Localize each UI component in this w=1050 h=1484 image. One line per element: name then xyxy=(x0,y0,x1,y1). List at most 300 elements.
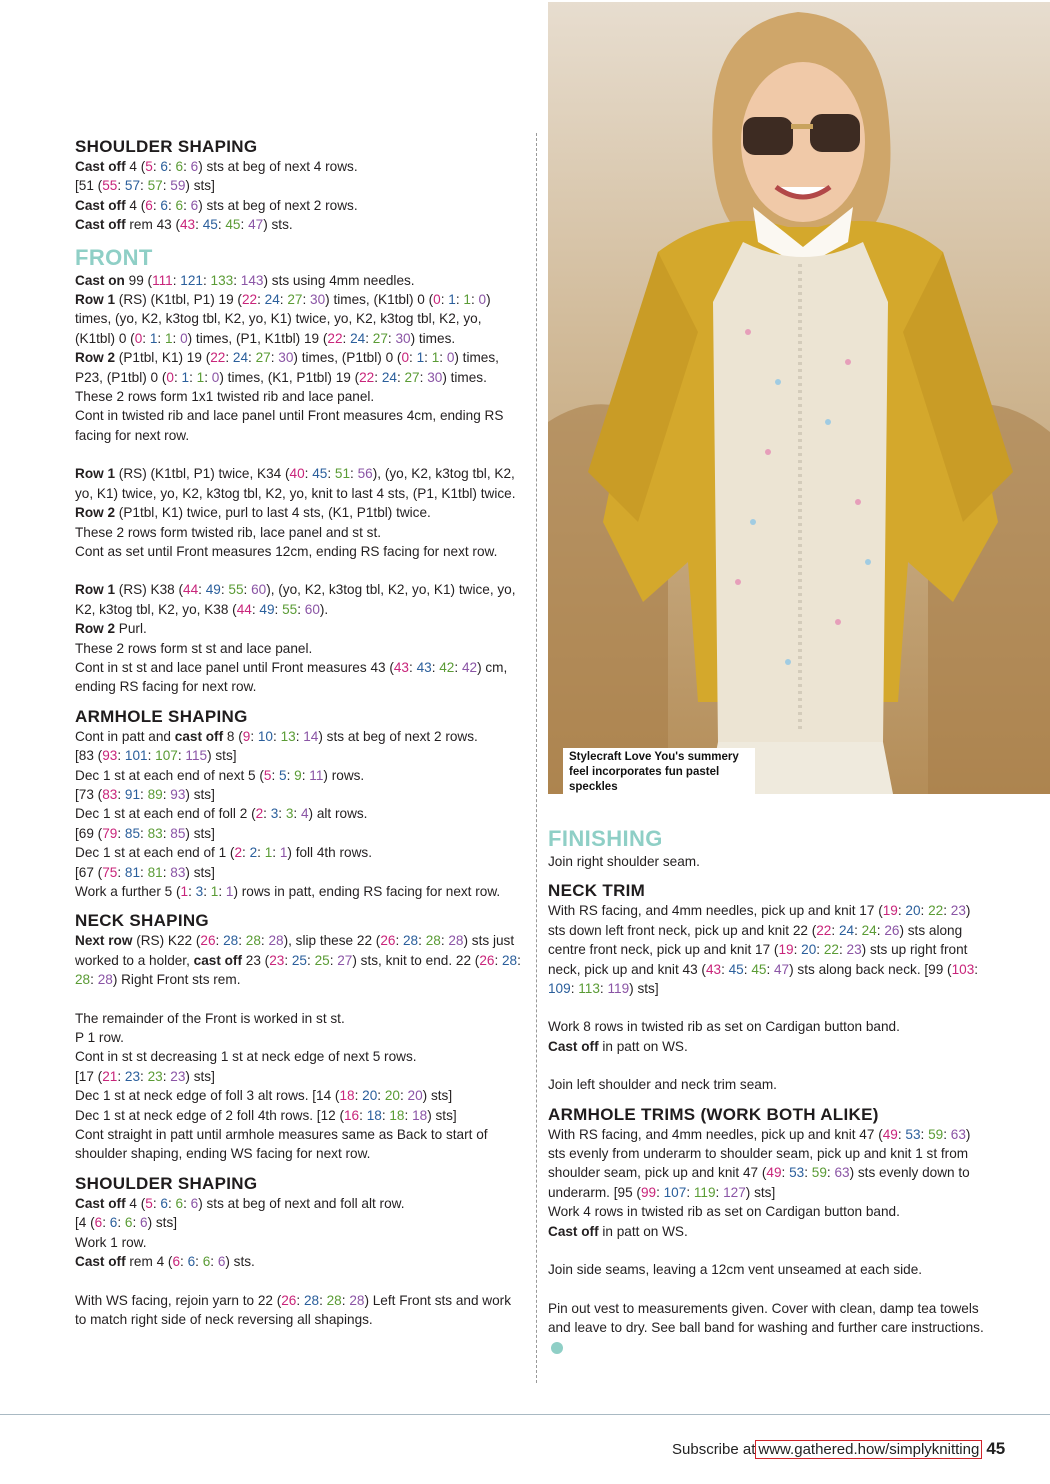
instruction-line xyxy=(75,176,525,195)
text-run: [51 ( xyxy=(75,178,103,194)
text-run: : xyxy=(715,1184,724,1200)
text-run: ) sts at beg of next 4 rows. xyxy=(198,159,358,174)
size-value: 1 xyxy=(149,330,158,346)
size-value: 109 xyxy=(548,981,571,997)
text-run: : xyxy=(218,884,226,899)
text-run: : xyxy=(140,864,148,880)
size-value: 22 xyxy=(823,942,839,958)
text-run: (RS) (K1tbl, P1) 19 ( xyxy=(115,292,242,308)
instruction-line xyxy=(75,746,525,765)
size-value: 27 xyxy=(372,330,388,346)
instruction-line xyxy=(75,196,525,215)
heading-shoulder-shaping: SHOULDER SHAPING xyxy=(75,137,258,156)
text-run: : xyxy=(418,933,426,949)
size-value: 6 xyxy=(94,1215,103,1231)
text-run: : xyxy=(656,1184,664,1200)
size-value: 28 xyxy=(448,933,464,949)
text-run: : xyxy=(826,1165,835,1181)
text-run: : xyxy=(172,330,181,346)
text-run: : xyxy=(257,845,265,861)
size-value: 53 xyxy=(789,1165,805,1181)
bold-term: Cast off xyxy=(75,159,126,174)
size-value: 23 xyxy=(950,903,966,919)
size-value: 26 xyxy=(479,952,495,968)
size-value: 1 xyxy=(264,845,273,861)
size-value: 28 xyxy=(326,1292,342,1308)
size-value: 16 xyxy=(344,1107,360,1123)
text-run: ) sts at beg of next and foll alt row. xyxy=(198,1195,405,1211)
text-run: : xyxy=(517,952,521,968)
bold-term: Cast off xyxy=(75,197,126,213)
text-run: : xyxy=(204,369,212,385)
size-value: 22 xyxy=(359,369,375,385)
bold-term: Cast off xyxy=(548,1038,599,1054)
instruction-line xyxy=(75,931,525,989)
text-run: : xyxy=(167,159,176,174)
bold-term: Cast off xyxy=(75,1254,126,1270)
size-value: 79 xyxy=(102,825,118,841)
size-value: 27 xyxy=(287,292,303,308)
size-value: 81 xyxy=(124,864,141,880)
text-run: ) sts up right front neck, pick up and knit 43 ( xyxy=(548,942,968,977)
text-run: ) Right Front sts rem. xyxy=(112,972,241,988)
size-value: 107 xyxy=(663,1184,687,1200)
spacer xyxy=(75,990,525,1009)
page-number: 45 xyxy=(986,1439,1006,1458)
text-run: : xyxy=(387,330,396,346)
text-run: : xyxy=(327,466,335,482)
text-run: : xyxy=(210,1254,218,1270)
size-value: 127 xyxy=(723,1184,746,1200)
size-value: 56 xyxy=(357,466,373,482)
size-value: 30 xyxy=(395,330,411,346)
bold-term: Row 2 xyxy=(75,621,116,637)
text-run: : xyxy=(359,1107,367,1123)
text-run: 8 ( xyxy=(223,728,243,744)
size-value: 13 xyxy=(280,728,296,744)
text-run: : xyxy=(117,748,125,764)
size-value: 1 xyxy=(279,845,288,861)
size-value: 1 xyxy=(164,330,173,346)
spacer xyxy=(75,1164,525,1174)
size-value: 0 xyxy=(134,330,143,346)
instruction-line xyxy=(548,1037,988,1056)
size-value: 11 xyxy=(309,767,324,783)
instruction-line xyxy=(75,387,525,406)
text-run: rem 43 ( xyxy=(125,217,180,233)
size-value: 6 xyxy=(175,159,184,174)
text-run: : xyxy=(897,903,906,919)
instruction-line xyxy=(75,1028,525,1047)
spacer xyxy=(75,697,525,707)
spacer xyxy=(548,1241,988,1260)
text-run: : xyxy=(943,1126,951,1142)
text-run: With WS facing, rejoin yarn to 22 ( xyxy=(75,1292,282,1308)
instruction-line xyxy=(548,1202,988,1221)
size-value: 3 xyxy=(270,806,279,822)
text-run: : xyxy=(172,272,181,288)
size-value: 63 xyxy=(950,1126,966,1142)
heading-neck-trim: NECK TRIM xyxy=(548,881,646,901)
size-value: 28 xyxy=(75,972,91,988)
size-value: 22 xyxy=(816,922,832,938)
size-value: 59 xyxy=(170,178,186,194)
size-value: 44 xyxy=(183,582,199,598)
text-run: Work 1 row. xyxy=(75,1234,147,1250)
text-run: These 2 rows form st st and lace panel. xyxy=(75,640,313,656)
size-value: 44 xyxy=(236,601,252,617)
text-run: : xyxy=(943,903,951,919)
text-run: Dec 1 st at neck edge of 2 foll 4th rows. [12 ( xyxy=(75,1107,344,1123)
instruction-line xyxy=(75,503,525,522)
text-run: ) sts, knit to end. 22 ( xyxy=(352,952,480,968)
size-value: 89 xyxy=(147,786,163,802)
bold-term: Cast on xyxy=(75,272,125,288)
text-run: ) sts at beg of next 2 rows. xyxy=(318,728,478,744)
instruction-line xyxy=(75,542,525,561)
size-value: 30 xyxy=(427,369,443,385)
size-value: 6 xyxy=(145,197,153,213)
text-run: [83 ( xyxy=(75,748,103,764)
size-value: 0 xyxy=(166,369,174,385)
text-run: With RS facing, and 4mm needles, pick up and knit 17 ( xyxy=(548,903,883,919)
size-value: 19 xyxy=(882,903,898,919)
size-value: 85 xyxy=(170,825,186,841)
size-value: 0 xyxy=(211,369,220,385)
size-value: 6 xyxy=(160,159,168,174)
text-run: : xyxy=(766,961,774,977)
text-run: : xyxy=(248,350,256,366)
size-value: 42 xyxy=(461,659,478,675)
text-run: ) times, (K1tbl) 0 ( xyxy=(325,292,434,308)
size-value: 0 xyxy=(401,350,409,366)
text-run: : xyxy=(157,330,165,346)
size-value: 24 xyxy=(232,350,249,366)
text-run: : xyxy=(329,952,338,968)
text-run: : xyxy=(117,825,125,841)
text-run: : xyxy=(297,601,305,617)
instruction-line xyxy=(75,348,525,387)
text-run: : xyxy=(440,933,449,949)
instruction-line xyxy=(75,271,525,290)
text-run: These 2 rows form 1x1 twisted rib and lace panel. xyxy=(75,389,375,405)
text-run: : xyxy=(831,922,839,938)
text-run: Dec 1 st at each end of next 5 ( xyxy=(75,767,264,783)
text-run: : xyxy=(721,961,729,977)
size-value: 30 xyxy=(310,292,326,308)
text-run: Cont in twisted rib and lace panel until Front measures 4cm, ending RS facing for next row. xyxy=(75,408,504,443)
footer-rule xyxy=(0,1414,1050,1415)
text-run: in patt on WS. xyxy=(598,1223,688,1239)
text-run: ) times. xyxy=(410,330,456,346)
text-run: Dec 1 st at each end of foll 2 ( xyxy=(75,806,256,822)
text-run: ) sts] xyxy=(185,786,215,802)
text-run: : xyxy=(140,786,148,802)
size-value: 4 xyxy=(300,806,309,822)
instruction-line xyxy=(75,464,525,503)
text-run: : xyxy=(793,942,802,958)
size-value: 6 xyxy=(217,1254,226,1270)
size-value: 93 xyxy=(102,748,118,764)
instruction-line xyxy=(75,215,525,234)
text-run: (RS) K38 ( xyxy=(115,582,184,598)
size-value: 28 xyxy=(403,933,419,949)
text-run: : xyxy=(409,350,417,366)
text-run: 99 ( xyxy=(124,272,153,288)
text-run: : xyxy=(142,330,150,346)
text-run: : xyxy=(162,825,171,841)
text-run: Cont in st st and lace panel until Front measures 43 ( xyxy=(75,659,394,675)
text-run: : xyxy=(140,825,148,841)
instruction-line xyxy=(75,1047,525,1066)
size-value: 20 xyxy=(905,903,921,919)
text-run: : xyxy=(177,748,186,764)
size-value: 81 xyxy=(147,864,163,880)
text-run: (RS) (K1tbl, P1) twice, K34 ( xyxy=(115,466,290,482)
size-value: 143 xyxy=(240,272,264,288)
size-value: 0 xyxy=(478,292,487,308)
text-run: Cont in st st decreasing 1 st at neck edge of next 5 rows. xyxy=(75,1049,417,1065)
size-value: 63 xyxy=(834,1165,850,1181)
size-value: 2 xyxy=(249,845,258,861)
text-run: : xyxy=(117,1215,125,1231)
text-run: ) sts] xyxy=(185,825,215,841)
size-value: 55 xyxy=(228,582,244,598)
instruction-line xyxy=(75,658,525,697)
text-run: P 1 row. xyxy=(75,1030,124,1046)
text-run: : xyxy=(304,466,313,482)
text-run: The remainder of the Front is worked in st st. xyxy=(75,1010,345,1026)
text-run: ) times, (yo, K2, k3tog tbl, K2, yo, K1) twice, yo, K2, k3tog tbl, K2, yo, (K1tbl) 0 ( xyxy=(75,292,491,346)
size-value: 47 xyxy=(774,961,790,977)
footer xyxy=(672,1439,1005,1459)
instruction-line xyxy=(75,619,525,638)
size-value: 28 xyxy=(303,1292,320,1308)
instruction-line xyxy=(548,901,988,998)
size-value: 85 xyxy=(124,825,141,841)
size-value: 23 xyxy=(147,1068,163,1084)
column-divider xyxy=(536,133,537,1383)
size-value: 26 xyxy=(380,933,396,949)
text-run: ) sts] xyxy=(422,1088,453,1104)
instruction-line xyxy=(548,1017,988,1036)
text-run: : xyxy=(162,864,171,880)
text-run: ) sts] xyxy=(745,1184,776,1200)
size-value: 6 xyxy=(160,197,168,213)
text-run: : xyxy=(152,159,161,174)
text-run: : xyxy=(307,952,315,968)
text-run: ) sts down left front neck, pick up and knit 22 ( xyxy=(548,903,971,938)
text-run: Join right shoulder seam. xyxy=(548,854,700,869)
size-value: 24 xyxy=(861,922,877,938)
size-value: 75 xyxy=(102,864,118,880)
size-value: 20 xyxy=(407,1088,423,1104)
size-value: 2 xyxy=(255,806,264,822)
text-run: Join side seams, leaving a 12cm vent unseamed at each side. xyxy=(548,1262,923,1278)
size-value: 119 xyxy=(693,1184,716,1200)
size-value: 28 xyxy=(425,933,441,949)
heading-shoulder-shaping: SHOULDER SHAPING xyxy=(75,1173,258,1193)
text-run: 4 ( xyxy=(125,197,146,213)
text-run: ) rows. xyxy=(323,767,365,783)
size-value: 57 xyxy=(124,178,141,194)
text-run: : xyxy=(395,933,403,949)
size-value: 3 xyxy=(285,806,294,822)
instruction-line xyxy=(75,290,525,348)
text-run: : xyxy=(920,1126,929,1142)
text-run: : xyxy=(319,1292,327,1308)
text-run: Cont straight in patt until armhole measures same as Back to start of shoulder shaping, ending WS facing for next row. xyxy=(75,1127,488,1162)
size-value: 103 xyxy=(951,961,975,977)
size-value: 22 xyxy=(928,903,944,919)
text-run: : xyxy=(440,292,449,308)
text-run: : xyxy=(195,217,203,233)
size-value: 27 xyxy=(337,952,353,968)
heading-armhole-trims-work-both-alike: ARMHOLE TRIMS (WORK BOTH ALIKE) xyxy=(548,1104,879,1124)
text-run: : xyxy=(374,369,382,385)
text-run: : xyxy=(162,786,171,802)
instruction-line xyxy=(75,766,525,785)
instruction-line xyxy=(75,1106,525,1125)
spacer xyxy=(548,1056,988,1075)
size-value: 111 xyxy=(152,272,173,288)
text-run: : xyxy=(354,1088,363,1104)
subscribe-link[interactable]: www.gathered.how/simplyknitting xyxy=(755,1440,982,1459)
size-value: 133 xyxy=(210,272,234,288)
size-value: 22 xyxy=(241,292,258,308)
text-run: ) rows in patt, ending RS facing for next row. xyxy=(233,884,501,899)
text-run: : xyxy=(90,972,98,988)
text-run: : xyxy=(147,748,156,764)
size-value: 1 xyxy=(463,292,471,308)
instruction-line xyxy=(75,639,525,658)
text-run: ) sts along back neck. [99 ( xyxy=(789,961,952,977)
text-run: : xyxy=(897,1126,906,1142)
size-value: 57 xyxy=(147,178,163,194)
text-run: : xyxy=(167,197,176,213)
size-value: 45 xyxy=(728,961,744,977)
text-run: : xyxy=(152,1195,161,1211)
text-run: : xyxy=(396,369,405,385)
text-run: : xyxy=(180,1254,188,1270)
text-run: ) sts. xyxy=(263,217,293,233)
size-value: 5 xyxy=(145,159,153,174)
text-run: : xyxy=(271,767,280,783)
size-value: 1 xyxy=(181,369,190,385)
text-run: : xyxy=(183,197,191,213)
instruction-line xyxy=(75,1125,525,1164)
instruction-line xyxy=(548,1125,988,1203)
left-column xyxy=(75,137,525,1329)
text-run: : xyxy=(743,961,752,977)
text-run: : xyxy=(250,728,258,744)
size-value: 1 xyxy=(416,350,425,366)
text-run: : xyxy=(270,350,279,366)
size-value: 14 xyxy=(303,728,319,744)
text-run: : xyxy=(117,786,125,802)
bold-term: Row 1 xyxy=(75,466,116,482)
spacer xyxy=(548,998,988,1017)
bold-term: Row 2 xyxy=(75,505,116,521)
size-value: 1 xyxy=(196,369,205,385)
instruction-line xyxy=(75,1291,525,1330)
text-run: Work 4 rows in twisted rib as set on Cardigan button band. xyxy=(548,1204,900,1220)
text-run: [69 ( xyxy=(75,825,103,841)
text-run: ) times. xyxy=(442,369,487,385)
text-run: : xyxy=(117,1068,125,1084)
size-value: 49 xyxy=(259,601,275,617)
text-run: : xyxy=(195,1254,203,1270)
instruction-line xyxy=(75,804,525,823)
text-run: : xyxy=(102,1215,110,1231)
size-value: 10 xyxy=(257,728,273,744)
spacer xyxy=(75,901,525,911)
text-run: : xyxy=(455,292,464,308)
size-value: 49 xyxy=(766,1165,782,1181)
size-value: 5 xyxy=(145,1195,153,1211)
size-value: 60 xyxy=(304,601,320,617)
text-run: rem 4 ( xyxy=(125,1254,173,1270)
size-value: 18 xyxy=(389,1107,405,1123)
size-value: 1 xyxy=(180,884,189,899)
text-run: : xyxy=(215,933,224,949)
size-value: 20 xyxy=(362,1088,378,1104)
instruction-line xyxy=(548,852,988,871)
text-run: [17 ( xyxy=(75,1068,103,1084)
instruction-line xyxy=(75,580,525,619)
text-run: : xyxy=(260,933,269,949)
size-value: 28 xyxy=(502,952,518,968)
text-run: : xyxy=(173,369,182,385)
size-value: 1 xyxy=(225,884,234,899)
size-value: 115 xyxy=(185,748,208,764)
size-value: 83 xyxy=(102,786,118,802)
bold-term: Row 2 xyxy=(75,350,116,366)
size-value: 6 xyxy=(172,1254,180,1270)
text-run: : xyxy=(183,159,191,174)
size-value: 6 xyxy=(202,1254,211,1270)
size-value: 45 xyxy=(312,466,328,482)
size-value: 45 xyxy=(751,961,767,977)
spacer xyxy=(75,1272,525,1291)
text-run: 23 ( xyxy=(241,952,270,968)
text-run: : xyxy=(140,1068,148,1084)
text-run: : xyxy=(409,659,417,675)
text-run: (P1tbl, K1) 19 ( xyxy=(115,350,211,366)
heading-finishing: FINISHING xyxy=(548,826,663,851)
size-value: 47 xyxy=(248,217,264,233)
size-value: 45 xyxy=(202,217,218,233)
size-value: 9 xyxy=(294,767,302,783)
photo-caption: Stylecraft Love You's summery feel incorporates fun pastel speckles xyxy=(563,748,755,797)
text-run: : xyxy=(117,864,125,880)
size-value: 19 xyxy=(778,942,794,958)
text-run: [4 ( xyxy=(75,1215,95,1231)
text-run: in patt on WS. xyxy=(598,1038,688,1054)
size-value: 43 xyxy=(416,659,432,675)
text-run: : xyxy=(243,582,252,598)
text-run: [73 ( xyxy=(75,786,103,802)
size-value: 18 xyxy=(339,1088,355,1104)
size-value: 59 xyxy=(811,1165,827,1181)
size-value: 42 xyxy=(439,659,455,675)
text-run: : xyxy=(470,292,479,308)
right-column xyxy=(548,826,988,1357)
text-run: [67 ( xyxy=(75,864,103,880)
size-value: 24 xyxy=(381,369,397,385)
size-value: 28 xyxy=(245,933,261,949)
size-value: 27 xyxy=(255,350,271,366)
